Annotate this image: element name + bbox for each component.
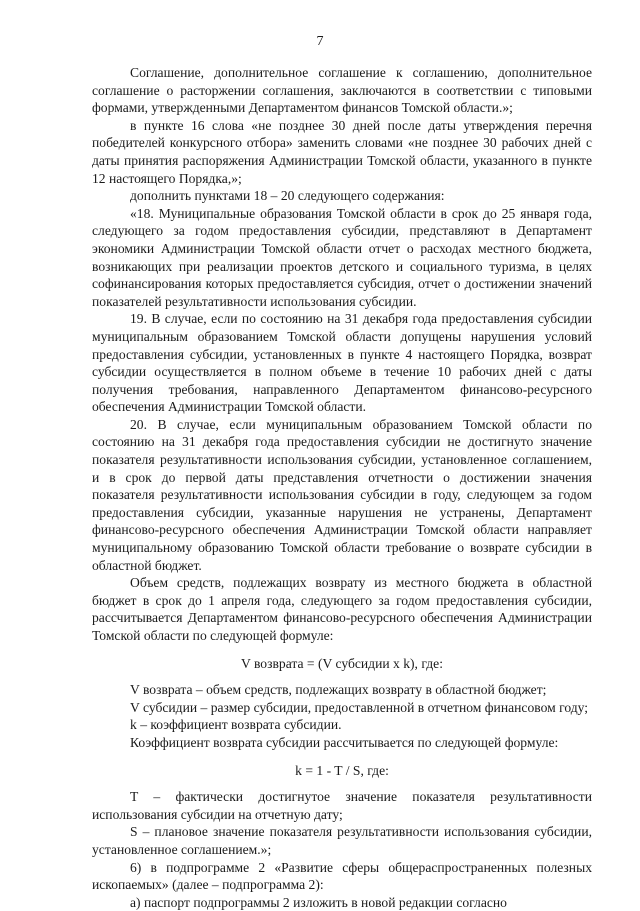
paragraph: дополнить пунктами 18 – 20 следующего содержания: [130, 188, 445, 204]
paragraph: Соглашение, дополнительное соглашение к соглашению, дополнительное соглашение о расторжении соглашения, заключаются в соответствии с типовыми формами, утвержденными Департаментом финансов Томской области.»; [92, 65, 592, 116]
paragraph: а) паспорт подпрограммы 2 изложить в новой редакции согласно [130, 894, 507, 910]
formula-return-coefficient: k = 1 - T / S, где: [295, 762, 389, 778]
definition-line: V субсидии – размер субсидии, предоставленной в отчетном финансовом году; [130, 699, 589, 715]
paragraph: «18. Муниципальные образования Томской области в срок до 25 января года, следующего за годом предоставления субсидии, представляют в Департамент экономики Администрации Томской области отчет о расходах местного бюджета, возникающих при реализации проектов детского и социального туризма, в целях софинансирования которых предоставляется субсидия, отчет о достижении значений показателей результативности использования субсидии. [92, 205, 592, 309]
definition-line: V возврата – объем средств, подлежащих возврату в областной бюджет; [130, 682, 547, 698]
definition-line: S – плановое значение показателя результативности использования субсидии, установленное соглашением.»; [92, 824, 592, 857]
paragraph: 20. В случае, если муниципальным образованием Томской области по состоянию на 31 декабря года предоставления субсидии не достигнуто значение показателя результативности использования субсидии, установленное соглашением, и в срок до первой даты представления отчетности о достижении значения показателя результативности использования субсидии в году, следующем за годом предоставления субсидии, указанные нарушения не устранены, Департамент финансово-ресурсного обеспечения Администрации Томской области направляет муниципальному образованию Томской области требование о возврате субсидии в областной бюджет. [92, 416, 592, 573]
document-body [92, 64, 592, 911]
paragraph: 19. В случае, если по состоянию на 31 декабря года предоставления субсидии муниципальным образованием Томской области допущены нарушения условий предоставления субсидии, установленных в пункте 4 настоящего Порядка, возврат субсидии осуществляется в полном объеме в течение 10 рабочих дней с даты получения требования, направленного Департаментом финансово-ресурсного обеспечения Администрации Томской области. [92, 311, 592, 415]
page-number: 7 [316, 34, 324, 49]
definition-line: k – коэффициент возврата субсидии. [130, 717, 342, 733]
formula-return-volume: V возврата = (V субсидии x k), где: [241, 655, 443, 671]
definition-line: T – фактически достигнутое значение показателя результативности использования субсидии на отчетную дату; [92, 789, 592, 822]
paragraph: 6) в подпрограмме 2 «Развитие сферы общераспространенных полезных ископаемых» (далее – подпрограмма 2): [92, 859, 592, 893]
definition-line: Коэффициент возврата субсидии рассчитывается по следующей формуле: [130, 734, 559, 750]
paragraph: в пункте 16 слова «не позднее 30 дней после даты утверждения перечня победителей конкурсного отбора» заменить словами «не позднее 30 рабочих дней с даты принятия распоряжения Администрации Томской области, указанного в пункте 12 настоящего Порядка,»; [92, 117, 592, 186]
paragraph: Объем средств, подлежащих возврату из местного бюджета в областной бюджет в срок до 1 апреля года, следующего за годом предоставления субсидии, рассчитывается Департаментом финансово-ресурсного обеспечения Администрации Томской области по следующей формуле: [92, 575, 592, 643]
